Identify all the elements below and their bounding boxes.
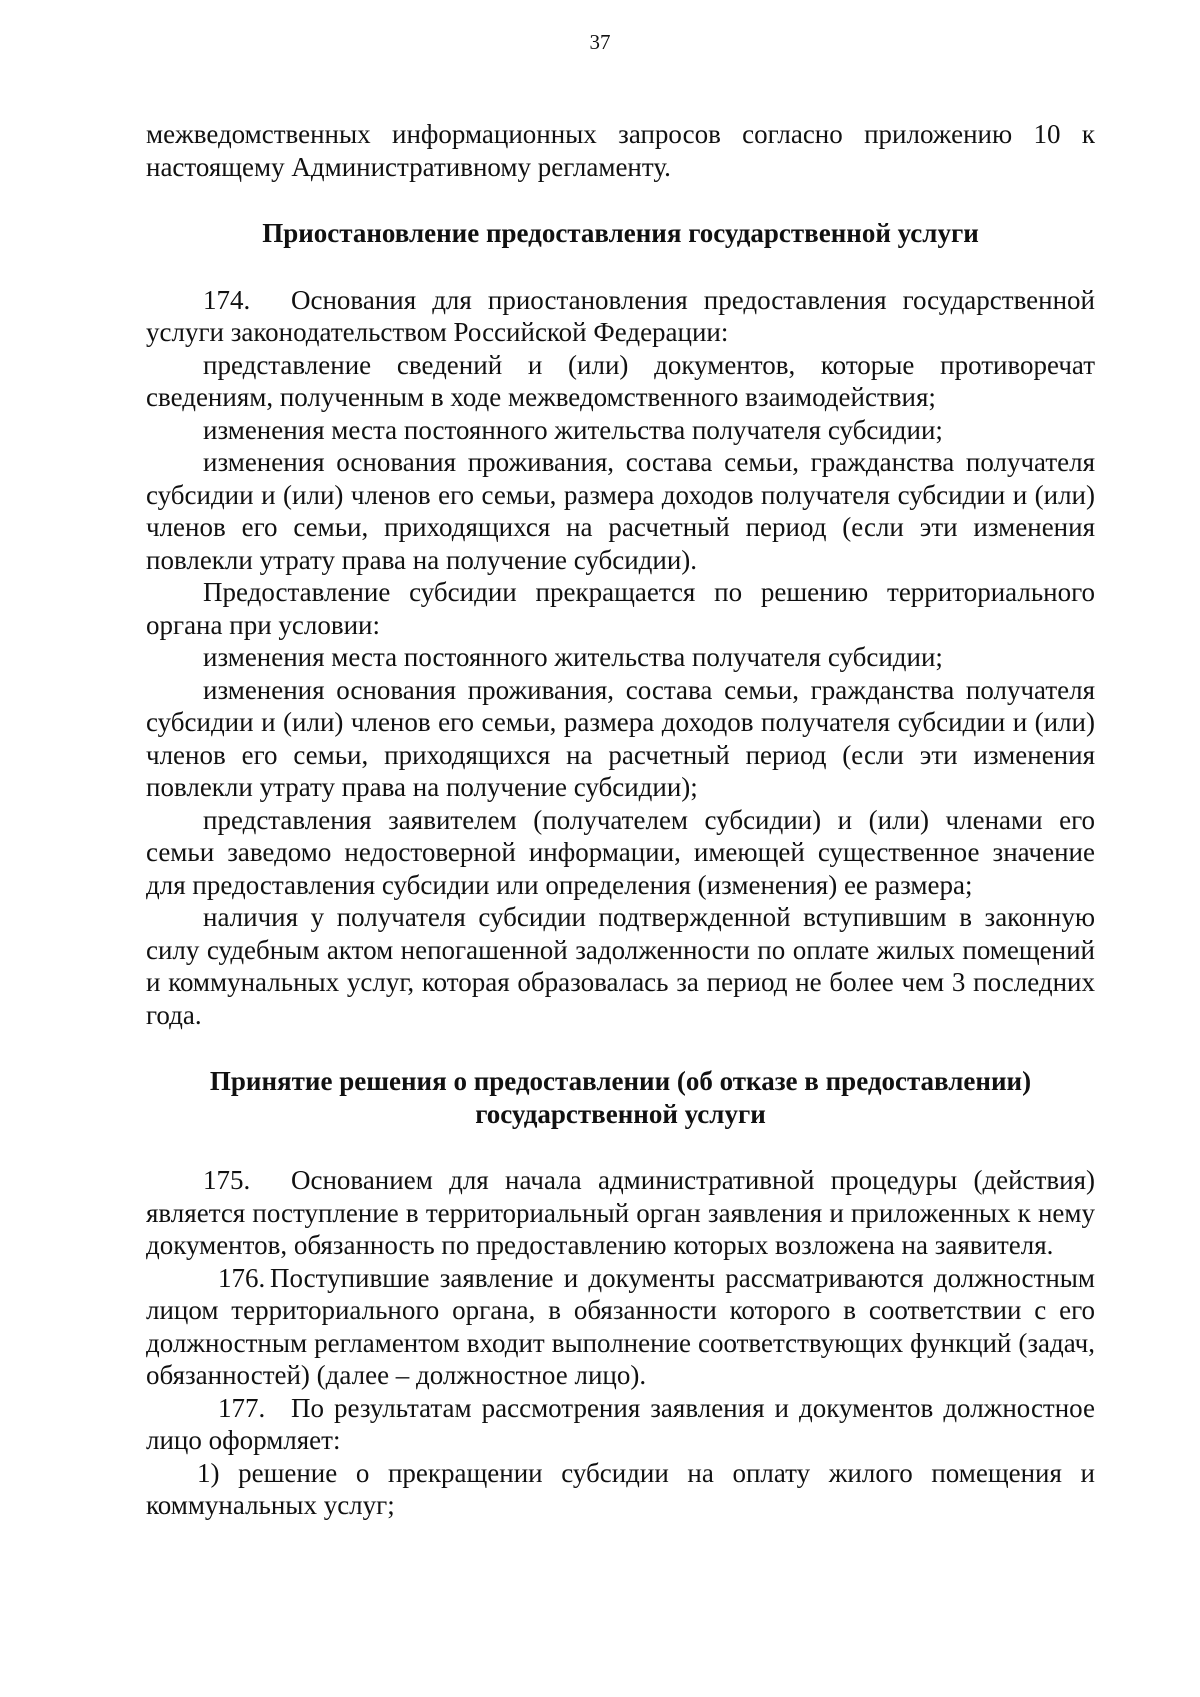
paragraph-number: 177. [218,1392,266,1423]
list-item: представление сведений и (или) документов, которые противоречат сведениям, полученным в ходе межведомственного взаимодействия; [146,349,1095,412]
paragraph-number: 175. [203,1165,251,1195]
section-heading-suspension: Приостановление предоставления государственной услуги [262,218,979,248]
list-item: изменения основания проживания, состава семьи, гражданства получателя субсидии и (или) членов его семьи, размера доходов получателя субсидии и (или) членов его семьи, приходящихся на расчетный период (если эти изменения повлекли утрату права на получение субсидии); [146,674,1095,802]
list-item: изменения места постоянного жительства получателя субсидии; [203,642,943,672]
paragraph-176 [146,1262,1095,1392]
section-heading-decision-line2: государственной услуги [475,1098,766,1129]
section-heading-decision-line1: Принятие решения о предоставлении (об отказе в предоставлении) [209,1066,1032,1096]
paragraph-text: Основания для приостановления предоставления государственной услуги законодательством Российской Федерации: [146,284,1095,347]
document-body [146,118,1095,1522]
paragraph-termination: Предоставление субсидии прекращается по решению территориального органа при условии: [146,577,1095,640]
list-item: наличия у получателя субсидии подтвержденной вступившим в законную силу судебным актом непогашенной задолженности по оплате жилых помещений и коммунальных услуг, которая образовалась за период не более чем 3 последних года. [146,902,1095,1030]
list-item: 1) решение о прекращении субсидии на оплату жилого помещения и коммунальных услуг; [146,1457,1095,1520]
paragraph-177 [146,1392,1095,1457]
paragraph-continuation: межведомственных информационных запросов согласно приложению 10 к настоящему Административному регламенту. [146,119,1095,182]
list-item: изменения основания проживания, состава семьи, гражданства получателя субсидии и (или) членов его семьи, размера доходов получателя субсидии и (или) членов его семьи, приходящихся на расчетный период (если эти изменения повлекли утрату права на получение субсидии). [146,447,1095,575]
paragraph-text: Основанием для начала административной процедуры (действия) является поступление в территориальный орган заявления и приложенных к нему документов, обязанность по предоставлению которых возложена на заявителя. [146,1165,1095,1260]
list-item: представления заявителем (получателем субсидии) и (или) членами его семьи заведомо недостоверной информации, имеющей существенное значение для предоставления субсидии или определения (изменения) ее размера; [146,804,1095,900]
paragraph-174 [146,284,1095,349]
paragraph-number: 176. [218,1262,266,1293]
page-number: 37 [589,30,611,54]
paragraph-175 [146,1164,1095,1262]
paragraph-text: Поступившие заявление и документы рассматриваются должностным лицом территориального органа, в обязанности которого в соответствии с его должностным регламентом входит выполнение соответствующих функций (задач, обязанностей) (далее – должностное лицо). [146,1262,1095,1390]
list-item: изменения места постоянного жительства получателя субсидии; [203,414,943,445]
paragraph-text: По результатам рассмотрения заявления и документов должностное лицо оформляет: [146,1392,1095,1455]
paragraph-number: 174. [203,284,251,315]
